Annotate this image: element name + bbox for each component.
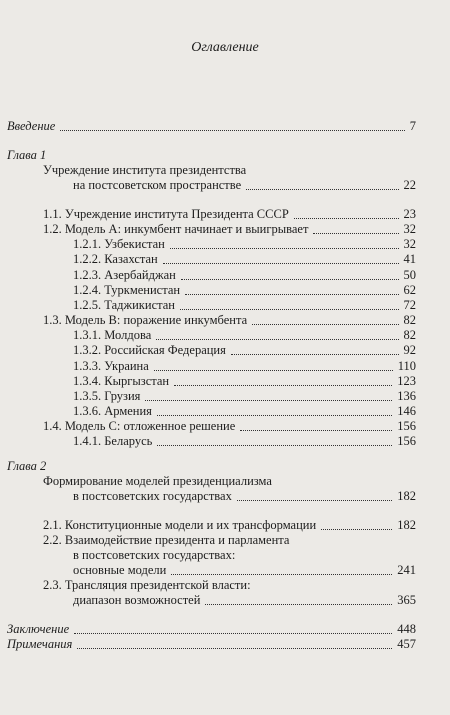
toc-entry-page: 241 — [397, 563, 416, 577]
toc-entry-label: основные модели — [73, 563, 167, 577]
toc-entry-label: 2.1. Конституционные модели и их трансформации — [43, 518, 317, 532]
toc-entry-label: 1.2. Модель А: инкумбент начинает и выигрывает — [43, 222, 309, 237]
toc-entry-page: 110 — [397, 358, 416, 373]
toc-entry-2-3 — [73, 593, 416, 608]
leader-dots — [156, 338, 398, 340]
chapter-1-title — [73, 178, 416, 193]
toc-entry-page: 82 — [403, 328, 416, 343]
toc-entry-page: 22 — [403, 178, 416, 192]
leader-dots — [154, 369, 393, 371]
leader-dots — [163, 262, 399, 264]
toc-entry-label: 1.2.1. Узбекистан — [73, 237, 165, 252]
toc-entry-page: 182 — [397, 489, 416, 503]
toc-entry-label: в постсоветских государствах — [73, 489, 232, 503]
toc-entry-page: 182 — [397, 518, 416, 532]
leader-dots — [252, 323, 398, 325]
toc-entry-label: 1.3. Модель В: поражение инкумбента — [43, 313, 248, 328]
leader-dots — [60, 129, 404, 131]
leader-dots — [174, 384, 392, 386]
leader-dots — [77, 647, 392, 649]
toc-entry-page: 50 — [403, 267, 416, 282]
toc-entry — [43, 419, 416, 434]
chapter-1-title-line1: Учреждение института президентства — [43, 163, 247, 177]
leader-dots — [157, 414, 392, 416]
toc-entry-label: 1.2.3. Азербайджан — [73, 267, 176, 282]
toc-entry-page: 123 — [397, 373, 416, 388]
toc-entry-label: 1.1. Учреждение института Президента СССР — [43, 207, 289, 221]
leader-dots — [237, 499, 392, 501]
leader-dots — [180, 308, 399, 310]
toc-entry-label: 1.3.1. Молдова — [73, 328, 152, 343]
toc-entry-label: 1.4. Модель С: отложенное решение — [43, 419, 236, 434]
toc-entry — [43, 207, 416, 222]
toc-entry-label: Введение — [7, 119, 56, 133]
toc-entry-page: 32 — [403, 222, 416, 237]
toc-entry-label: Заключение — [7, 622, 70, 636]
toc-entry-page: 62 — [403, 282, 416, 297]
toc-entry — [73, 237, 416, 252]
toc-entry-page: 82 — [403, 313, 416, 328]
toc-entry-label: 1.2.4. Туркменистан — [73, 282, 181, 297]
leader-dots — [170, 247, 399, 249]
toc-entry-label: 1.3.6. Армения — [73, 403, 152, 418]
toc-entry — [73, 252, 416, 267]
toc-entry-page: 156 — [397, 419, 416, 434]
chapter-2-title — [73, 489, 416, 504]
chapter-1-heading: Глава 1 — [7, 148, 47, 162]
toc-entry — [43, 313, 416, 328]
toc-entry-page: 146 — [397, 403, 416, 418]
toc-entry-page: 136 — [397, 388, 416, 403]
toc-entry — [73, 359, 416, 374]
leader-dots — [313, 232, 398, 234]
leader-dots — [157, 444, 392, 446]
leader-dots — [321, 528, 392, 530]
toc-entry-page: 156 — [397, 434, 416, 449]
leader-dots — [185, 293, 398, 295]
toc-entry — [73, 283, 416, 298]
toc-entry-page: 365 — [397, 593, 416, 607]
toc-entry-label: 1.4.1. Беларусь — [73, 434, 153, 449]
toc-entry — [73, 389, 416, 404]
toc-entry-2-2 — [73, 563, 416, 578]
leader-dots — [74, 632, 392, 634]
toc-entry-page: 7 — [409, 119, 416, 133]
toc-entry-label: 1.3.4. Кыргызстан — [73, 373, 170, 388]
chapter-2-heading: Глава 2 — [7, 459, 47, 473]
chapter-2-title-line1: Формирование моделей президенциализма — [43, 474, 272, 488]
toc-entry — [73, 374, 416, 389]
toc-entry-page: 457 — [397, 637, 416, 651]
toc-title: Оглавление — [191, 40, 259, 55]
toc-entry-label: 1.3.2. Российская Федерация — [73, 343, 226, 358]
toc-entry — [73, 404, 416, 419]
toc-entry — [73, 328, 416, 343]
leader-dots — [181, 278, 399, 280]
toc-entry — [73, 343, 416, 358]
toc-entry-2-2-line1: 2.2. Взаимодействие президента и парламента — [43, 533, 290, 547]
toc-entry — [73, 434, 416, 449]
toc-entry-page: 92 — [403, 343, 416, 358]
toc-entry-label: 1.3.3. Украина — [73, 358, 149, 373]
toc-entry-page: 72 — [403, 297, 416, 312]
leader-dots — [171, 573, 392, 575]
leader-dots — [231, 353, 399, 355]
toc-entry-2-3-line1: 2.3. Трансляция президентской власти: — [43, 578, 251, 592]
toc-entry-label: 1.2.5. Таджикистан — [73, 297, 175, 312]
toc-entry-label: диапазон возможностей — [73, 593, 201, 607]
toc-entry-label: Примечания — [7, 637, 73, 651]
leader-dots — [246, 188, 398, 190]
toc-entry-label: 1.3.5. Грузия — [73, 388, 141, 403]
toc-entry — [43, 222, 416, 237]
toc-entry-page: 23 — [403, 207, 416, 221]
leader-dots — [294, 217, 399, 219]
toc-entry-label: на постсоветском пространстве — [73, 178, 242, 192]
toc-entry-2-1 — [43, 518, 416, 533]
toc-entry-page: 32 — [403, 237, 416, 252]
toc-entry-page: 448 — [397, 622, 416, 636]
leader-dots — [205, 603, 392, 605]
toc-entry-page: 41 — [403, 252, 416, 267]
toc-entry-label: 1.2.2. Казахстан — [73, 252, 158, 267]
toc-entry-2-2-line2: в постсоветских государствах: — [73, 548, 236, 562]
toc-entry-notes — [7, 637, 416, 652]
toc-entry-intro — [7, 119, 416, 134]
leader-dots — [145, 399, 392, 401]
toc-entry — [73, 268, 416, 283]
toc-entry — [73, 298, 416, 313]
toc-entry-conclusion — [7, 622, 416, 637]
leader-dots — [240, 429, 392, 431]
